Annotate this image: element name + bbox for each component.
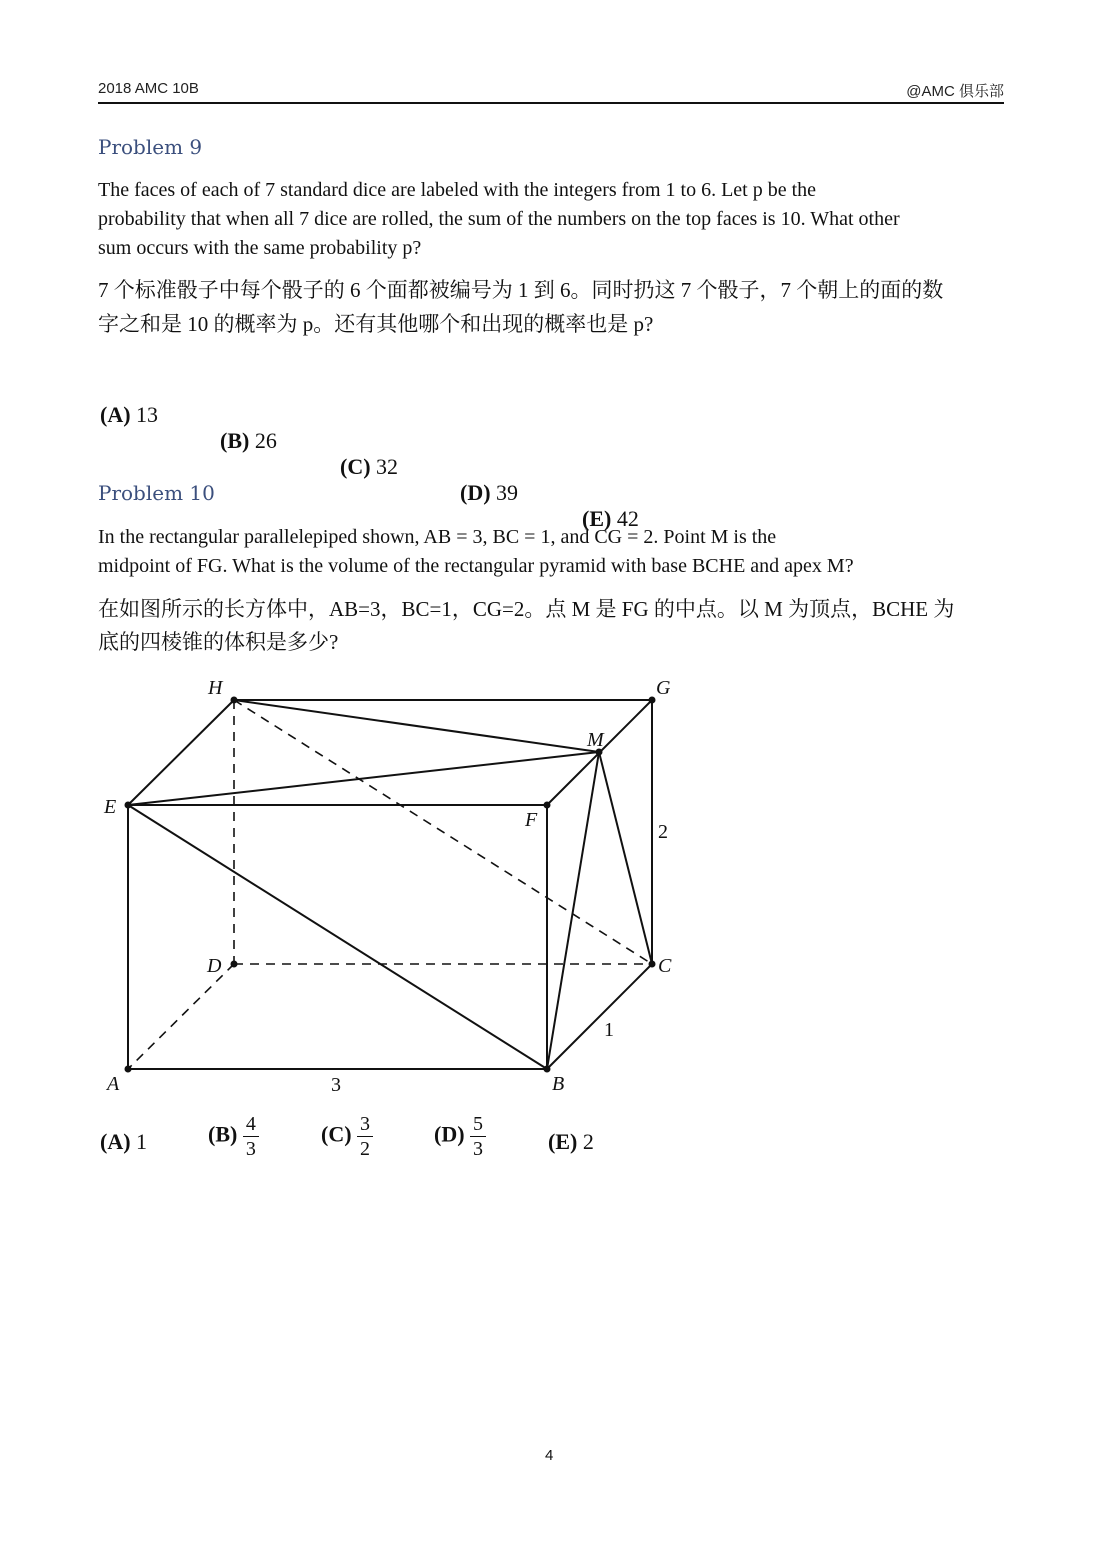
- point-h: [231, 697, 238, 704]
- page-number: 4: [545, 1447, 554, 1464]
- choice-a[interactable]: (A) 1: [100, 1129, 148, 1154]
- problem-9-text-en-line-1: The faces of each of 7 standard dice are labeled with the integers from 1 to 6. Let p be the: [98, 179, 817, 201]
- point-c: [649, 961, 656, 968]
- choice-e[interactable]: (E) 2: [548, 1129, 594, 1154]
- hidden-edge-da: [128, 964, 234, 1069]
- choice-e[interactable]: (E) 42: [582, 506, 639, 531]
- header-left: 2018 AMC 10B: [98, 80, 199, 97]
- point-a: [125, 1066, 132, 1073]
- choice-c[interactable]: (C) 32: [340, 454, 399, 479]
- label-f: F: [525, 809, 538, 831]
- label-m: M: [587, 729, 604, 751]
- point-b: [544, 1066, 551, 1073]
- point-d: [231, 961, 238, 968]
- segment-eb: [128, 805, 547, 1069]
- choice-b[interactable]: (B) 26: [220, 428, 277, 453]
- problem-9-text-cn-line-2: 字之和是 10 的概率为 p。还有其他哪个和出现的概率也是 p?: [98, 312, 654, 336]
- label-b: B: [552, 1073, 565, 1095]
- segment-em: [128, 752, 599, 805]
- problem-10-text-cn-line-1: 在如图所示的长方体中，AB=3，BC=1，CG=2。点 M 是 FG 的中点。以 M 为顶点，BCHE 为: [98, 597, 955, 621]
- problem-10-text-en-line-2: midpoint of FG. What is the volume of the rectangular pyramid with base BCHE and apex M?: [98, 555, 854, 577]
- choice-a[interactable]: (A) 13: [100, 402, 159, 427]
- problem-10-text-en-line-1: In the rectangular parallelepiped shown, AB = 3, BC = 1, and CG = 2. Point M is the: [98, 526, 777, 548]
- fraction: $\frac{3}{2}$: [357, 1112, 373, 1161]
- problem-9-title: Problem 9: [98, 135, 203, 159]
- label-h: H: [208, 677, 223, 699]
- header-right: @AMC 俱乐部: [906, 83, 1004, 100]
- label-length-ab: 3: [331, 1074, 341, 1096]
- label-c: C: [658, 955, 672, 977]
- choice-c[interactable]: (C) $\frac{3}{2}$: [321, 1112, 373, 1161]
- edge-he: [128, 700, 234, 805]
- label-g: G: [656, 677, 671, 699]
- label-length-bc: 1: [604, 1019, 614, 1041]
- fraction: $\frac{4}{3}$: [243, 1112, 259, 1161]
- segment-mc: [599, 752, 652, 964]
- label-length-cg: 2: [658, 821, 668, 843]
- fraction: $\frac{5}{3}$: [470, 1112, 486, 1161]
- label-d: D: [207, 955, 222, 977]
- segment-mb: [547, 752, 599, 1069]
- choice-d[interactable]: (D) $\frac{5}{3}$: [434, 1112, 486, 1161]
- point-e: [125, 802, 132, 809]
- problem-9-text-en-line-3: sum occurs with the same probability p?: [98, 237, 422, 259]
- point-f: [544, 802, 551, 809]
- problem-10-choices: [98, 1112, 798, 1174]
- edge-bc: [547, 964, 652, 1069]
- point-g: [649, 697, 656, 704]
- label-a: A: [107, 1073, 120, 1095]
- segment-hm: [234, 700, 599, 752]
- problem-9-text-cn-line-1: 7 个标准骰子中每个骰子的 6 个面都被编号为 1 到 6。同时扔这 7 个骰子，7 个朝上的面的数: [98, 278, 944, 302]
- choice-d[interactable]: (D) 39: [460, 480, 519, 505]
- problem-9-text-en-line-2: probability that when all 7 dice are rolled, the sum of the numbers on the top faces is 10. What other: [98, 208, 900, 230]
- label-e: E: [104, 796, 117, 818]
- problem-10-text-cn-line-2: 底的四棱锥的体积是多少?: [98, 630, 339, 654]
- choice-b[interactable]: (B) $\frac{4}{3}$: [208, 1112, 259, 1161]
- problem-10-title: Problem 10: [98, 481, 215, 505]
